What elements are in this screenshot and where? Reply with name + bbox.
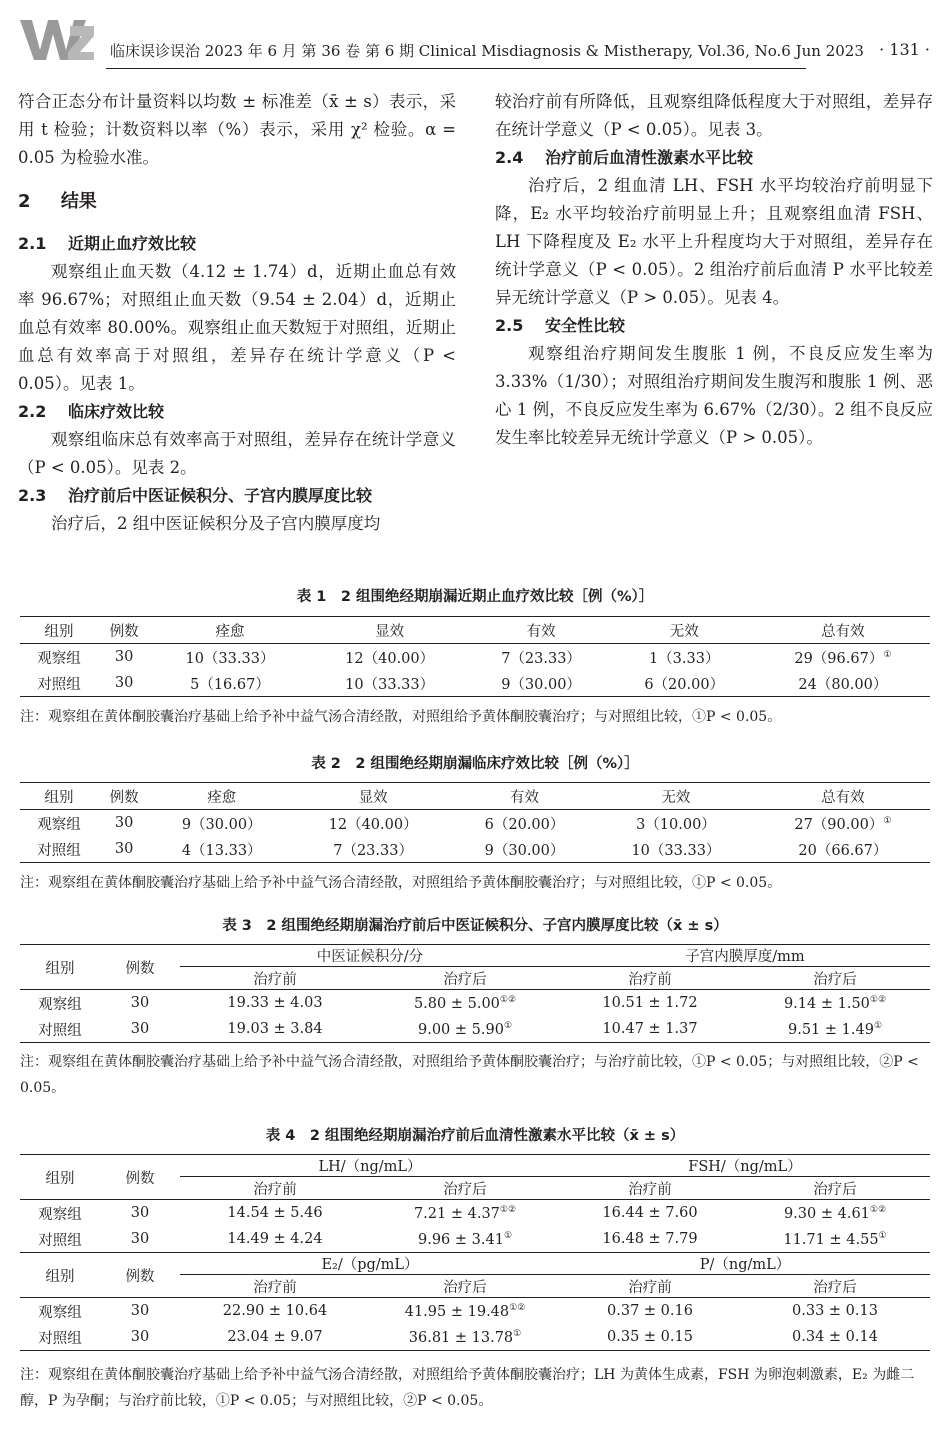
page-header xyxy=(20,10,930,64)
header-cell: 治疗后 xyxy=(740,1275,930,1298)
header-rule xyxy=(106,68,806,69)
cell: 0.33 ± 0.13 xyxy=(792,1303,878,1319)
cell: 0.35 ± 0.15 xyxy=(560,1324,740,1351)
header-group-cell: P/（ng/mL） xyxy=(560,1253,930,1275)
cell: 16.48 ± 7.79 xyxy=(560,1226,740,1253)
journal-header-text: 临床误诊误治 2023 年 6 月 第 36 卷 第 6 期 Clinical Misdiagnosis & Mistherapy, Vol.36, No.6 Jun 2023 xyxy=(110,42,864,60)
table-2 xyxy=(20,782,930,863)
cell: 观察组 xyxy=(38,1206,82,1223)
significance-mark: ① xyxy=(513,1328,522,1339)
cell-value: 9.00 ± 5.90 xyxy=(417,1021,504,1038)
cell xyxy=(370,1298,560,1325)
section-2-4-heading xyxy=(495,144,933,172)
cell: 7（23.33） xyxy=(293,836,453,863)
table-1 xyxy=(20,616,930,697)
section-2-2-text: 观察组临床总有效率高于对照组，差异存在统计学意义（P < 0.05）。见表 2。 xyxy=(18,430,456,477)
cell: 12（40.00） xyxy=(345,650,435,667)
header-cell: 例数 xyxy=(100,1253,180,1298)
header-cell: 治疗前 xyxy=(180,1177,370,1200)
cell-value: 29（96.67） xyxy=(794,650,884,667)
cell: 12（40.00） xyxy=(328,816,418,833)
cell xyxy=(370,1016,560,1043)
header-cell: 有效 xyxy=(453,783,596,810)
table-row xyxy=(20,1324,930,1351)
table-1-note: 注：观察组在黄体酮胶囊治疗基础上给予补中益气汤合清经散，对照组给予黄体酮胶囊治疗；与对照组比较，①P < 0.05。 xyxy=(20,709,782,725)
cell: 30 xyxy=(130,1303,150,1319)
cell: 6（20.00） xyxy=(613,670,756,697)
header-cell: 组别 xyxy=(20,617,98,644)
header-cell: 无效 xyxy=(613,617,756,644)
cell: 30 xyxy=(130,995,150,1011)
cell xyxy=(756,810,930,837)
cell-value: 5.80 ± 5.00 xyxy=(413,995,500,1012)
cell-value: 41.95 ± 19.48 xyxy=(404,1303,510,1320)
significance-mark: ① xyxy=(883,649,892,660)
header-cell: 组别 xyxy=(20,1253,100,1298)
left-column xyxy=(18,88,456,538)
cell: 30 xyxy=(130,1205,150,1221)
cell: 对照组 xyxy=(20,670,98,697)
section-number: 2.2 xyxy=(18,402,47,421)
table-row xyxy=(20,644,930,671)
cell: 观察组 xyxy=(37,650,81,667)
cell: 9（30.00） xyxy=(470,670,613,697)
table-2-title: 表 2 2 组围绝经期崩漏临床疗效比较［例（%）］ xyxy=(311,756,639,772)
cell: 30 xyxy=(98,670,150,697)
significance-mark: ① xyxy=(503,1230,513,1241)
cell: 0.34 ± 0.14 xyxy=(740,1324,930,1351)
header-cell: 显效 xyxy=(310,617,470,644)
page-number: · 131 · xyxy=(879,40,930,59)
header-cell: 治疗后 xyxy=(370,1177,560,1200)
cell xyxy=(370,990,560,1017)
cell xyxy=(740,1016,930,1043)
cell: 观察组 xyxy=(38,1304,82,1321)
cell: 30 xyxy=(114,649,134,665)
cell xyxy=(740,990,930,1017)
cell: 19.03 ± 3.84 xyxy=(180,1016,370,1043)
table-1-title: 表 1 2 组围绝经期崩漏近期止血疗效比较［例（%）］ xyxy=(296,589,654,605)
cell-value: 9.96 ± 3.41 xyxy=(417,1231,504,1248)
cell-value: 7.21 ± 4.37 xyxy=(413,1205,500,1222)
section-2-3-text: 治疗后，2 组中医证候积分及子宫内膜厚度均 xyxy=(51,514,381,533)
header-group-cell: FSH/（ng/mL） xyxy=(560,1155,930,1177)
table-row xyxy=(20,836,930,863)
significance-mark: ①② xyxy=(509,1302,526,1313)
significance-mark: ①② xyxy=(499,1204,517,1215)
cell: 30 xyxy=(100,1226,180,1253)
table-4-note: 注：观察组在黄体酮胶囊治疗基础上给予补中益气汤合清经散，对照组给予黄体酮胶囊治疗；LH 为黄体生成素，FSH 为卵泡刺激素，E₂ 为雌二醇，P 为孕酮；与治疗前比较，①P < 0.05；与对照组比较，②P < 0.05。 xyxy=(20,1367,915,1409)
section-title: 治疗前后血清性激素水平比较 xyxy=(545,148,754,167)
cell: 20（66.67） xyxy=(756,836,930,863)
table-2-note: 注：观察组在黄体酮胶囊治疗基础上给予补中益气汤合清经散，对照组给予黄体酮胶囊治疗；与对照组比较，①P < 0.05。 xyxy=(20,875,782,891)
header-cell: 总有效 xyxy=(756,783,930,810)
table-row xyxy=(20,1226,930,1253)
section-2-1-text: 观察组止血天数（4.12 ± 1.74）d，近期止血总有效率 96.67%；对照组止血天数（9.54 ± 2.04）d，近期止血总有效率 80.00%。观察组止血天数短于对照组，近期止血总有效率高于对照组，差异存在统计学意义（P < 0.05）。见表 1。 xyxy=(18,262,456,393)
table-header-row xyxy=(20,1253,930,1275)
cell: 对照组 xyxy=(20,1016,100,1043)
header-cell: 例数 xyxy=(98,783,150,810)
table-header-row xyxy=(20,617,930,644)
header-cell: 组别 xyxy=(20,1155,100,1200)
header-cell: 无效 xyxy=(596,783,756,810)
cell: 对照组 xyxy=(20,836,98,863)
section-title: 近期止血疗效比较 xyxy=(68,234,197,253)
cell-value: 9.30 ± 4.61 xyxy=(783,1205,870,1222)
header-cell: 治疗前 xyxy=(560,1275,740,1298)
cell: 对照组 xyxy=(20,1226,100,1253)
cell xyxy=(740,1200,930,1227)
section-number: 2.3 xyxy=(18,486,47,505)
section-2-5-heading xyxy=(495,312,933,340)
cell: 30 xyxy=(98,836,150,863)
header-cell: 治疗前 xyxy=(560,1177,740,1200)
header-cell: 例数 xyxy=(100,945,180,990)
cell xyxy=(370,1226,560,1253)
cell: 30 xyxy=(114,815,134,831)
cell: 22.90 ± 10.64 xyxy=(222,1303,328,1319)
cell: 30 xyxy=(100,1324,180,1351)
significance-mark: ① xyxy=(883,815,892,826)
table-row xyxy=(20,810,930,837)
table-3-title: 表 3 2 组围绝经期崩漏治疗前后中医证候积分、子宫内膜厚度比较（x̄ ± s） xyxy=(222,918,728,934)
cell: 观察组 xyxy=(38,996,82,1013)
table-row xyxy=(20,1200,930,1227)
header-cell: 治疗前 xyxy=(180,1275,370,1298)
header-cell: 治疗后 xyxy=(370,1275,560,1298)
significance-mark: ①② xyxy=(869,994,887,1005)
cell: 7（23.33） xyxy=(501,650,581,667)
cell: 0.37 ± 0.16 xyxy=(607,1303,693,1319)
cell: 10.47 ± 1.37 xyxy=(560,1016,740,1043)
significance-mark: ①② xyxy=(869,1204,887,1215)
header-cell: 组别 xyxy=(20,945,100,990)
cell: 对照组 xyxy=(20,1324,100,1351)
section-2-4-text: 治疗后，2 组血清 LH、FSH 水平均较治疗前明显下降，E₂ 水平均较治疗前明显上升；且观察组血清 FSH、LH 下降程度及 E₂ 水平上升程度均大于对照组，差异存在统计学意义（P < 0.05）。2 组治疗前后血清 P 水平比较差异无统计学意义（P > 0.05）。见表 4。 xyxy=(495,176,933,307)
section-2-3-heading xyxy=(18,482,456,510)
section-number: 2.5 xyxy=(495,316,524,335)
section-number: 2.1 xyxy=(18,234,47,253)
cell: 观察组 xyxy=(37,816,81,833)
cell xyxy=(370,1200,560,1227)
cell: 10.51 ± 1.72 xyxy=(602,995,698,1011)
table-3 xyxy=(20,944,930,1043)
cell: 9（30.00） xyxy=(453,836,596,863)
header-group-cell: 子宫内膜厚度/mm xyxy=(560,945,930,967)
table-row xyxy=(20,670,930,697)
header-cell: 显效 xyxy=(293,783,453,810)
table-row xyxy=(20,1016,930,1043)
stats-paragraph: 符合正态分布计量资料以均数 ± 标准差（x̄ ± s）表示，采用 t 检验；计数资料以率（%）表示，采用 χ² 检验。α = 0.05 为检验水准。 xyxy=(18,92,456,167)
header-cell: 总有效 xyxy=(756,617,930,644)
cell: 30 xyxy=(100,1016,180,1043)
header-cell: 治疗前 xyxy=(560,967,740,990)
significance-mark: ①② xyxy=(499,994,517,1005)
journal-logo xyxy=(20,16,94,62)
header-cell: 治疗后 xyxy=(740,967,930,990)
table-row xyxy=(20,990,930,1017)
table-header-row xyxy=(20,945,930,967)
header-group-cell: 中医证候积分/分 xyxy=(180,945,560,967)
header-cell: 治疗后 xyxy=(740,1177,930,1200)
cell: 16.44 ± 7.60 xyxy=(602,1205,698,1221)
table-header-row xyxy=(20,1155,930,1177)
cell: 24（80.00） xyxy=(756,670,930,697)
header-cell: 组别 xyxy=(20,783,98,810)
section-2-number: 2 xyxy=(18,191,31,212)
table-header-row xyxy=(20,783,930,810)
header-group-cell: LH/（ng/mL） xyxy=(180,1155,560,1177)
section-title: 治疗前后中医证候积分、子宫内膜厚度比较 xyxy=(68,486,373,505)
significance-mark: ① xyxy=(873,1020,883,1031)
header-cell: 治疗后 xyxy=(370,967,560,990)
cell xyxy=(756,644,930,671)
cell-value: 27（90.00） xyxy=(794,816,884,833)
cell: 9（30.00） xyxy=(181,816,262,833)
cell-value: 11.71 ± 4.55 xyxy=(783,1231,879,1248)
header-cell: 例数 xyxy=(98,617,150,644)
table-row xyxy=(20,1298,930,1325)
section-2-2-heading xyxy=(18,398,456,426)
cell: 14.49 ± 4.24 xyxy=(180,1226,370,1253)
significance-mark: ① xyxy=(503,1020,513,1031)
cell: 10（33.33） xyxy=(310,670,470,697)
cell: 10（33.33） xyxy=(596,836,756,863)
section-2-1-heading xyxy=(18,230,456,258)
table-3-note: 注：观察组在黄体酮胶囊治疗基础上给予补中益气汤合清经散，对照组给予黄体酮胶囊治疗；与治疗前比较，①P < 0.05；与对照组比较，②P < 0.05。 xyxy=(20,1054,919,1096)
cell: 14.54 ± 5.46 xyxy=(227,1205,323,1221)
cell: 4（13.33） xyxy=(150,836,293,863)
section-title: 安全性比较 xyxy=(545,316,626,335)
continued-paragraph: 较治疗前有所降低，且观察组降低程度大于对照组，差异存在统计学意义（P < 0.05）。见表 3。 xyxy=(495,92,933,139)
section-2-heading xyxy=(18,188,456,216)
significance-mark: ① xyxy=(878,1230,887,1241)
section-2-title: 结果 xyxy=(60,191,97,212)
table-4-title: 表 4 2 组围绝经期崩漏治疗前后血清性激素水平比较（x̄ ± s） xyxy=(265,1128,685,1144)
header-group-cell: E₂/（pg/mL） xyxy=(180,1253,560,1275)
cell: 3（10.00） xyxy=(636,816,716,833)
header-cell: 有效 xyxy=(470,617,613,644)
header-cell: 例数 xyxy=(100,1155,180,1200)
cell xyxy=(740,1226,930,1253)
section-2-5-text: 观察组治疗期间发生腹胀 1 例，不良反应发生率为 3.33%（1/30）；对照组治疗期间发生腹泻和腹胀 1 例、恶心 1 例，不良反应发生率为 6.67%（2/30）。2 组不良反应发生率比较差异无统计学意义（P > 0.05）。 xyxy=(495,344,933,447)
header-cell: 痊愈 xyxy=(150,617,310,644)
cell-value: 9.14 ± 1.50 xyxy=(783,995,870,1012)
cell: 6（20.00） xyxy=(484,816,565,833)
header-cell: 治疗前 xyxy=(180,967,370,990)
cell: 5（16.67） xyxy=(150,670,310,697)
right-column xyxy=(495,88,933,452)
cell xyxy=(370,1324,560,1351)
cell-value: 36.81 ± 13.78 xyxy=(408,1329,514,1346)
cell: 19.33 ± 4.03 xyxy=(227,995,323,1011)
header-cell: 痊愈 xyxy=(150,783,293,810)
table-4 xyxy=(20,1154,930,1351)
cell: 1（3.33） xyxy=(648,650,720,667)
section-number: 2.4 xyxy=(495,148,524,167)
section-title: 临床疗效比较 xyxy=(68,402,165,421)
cell-value: 9.51 ± 1.49 xyxy=(787,1021,874,1038)
cell: 23.04 ± 9.07 xyxy=(180,1324,370,1351)
cell: 10（33.33） xyxy=(185,650,275,667)
